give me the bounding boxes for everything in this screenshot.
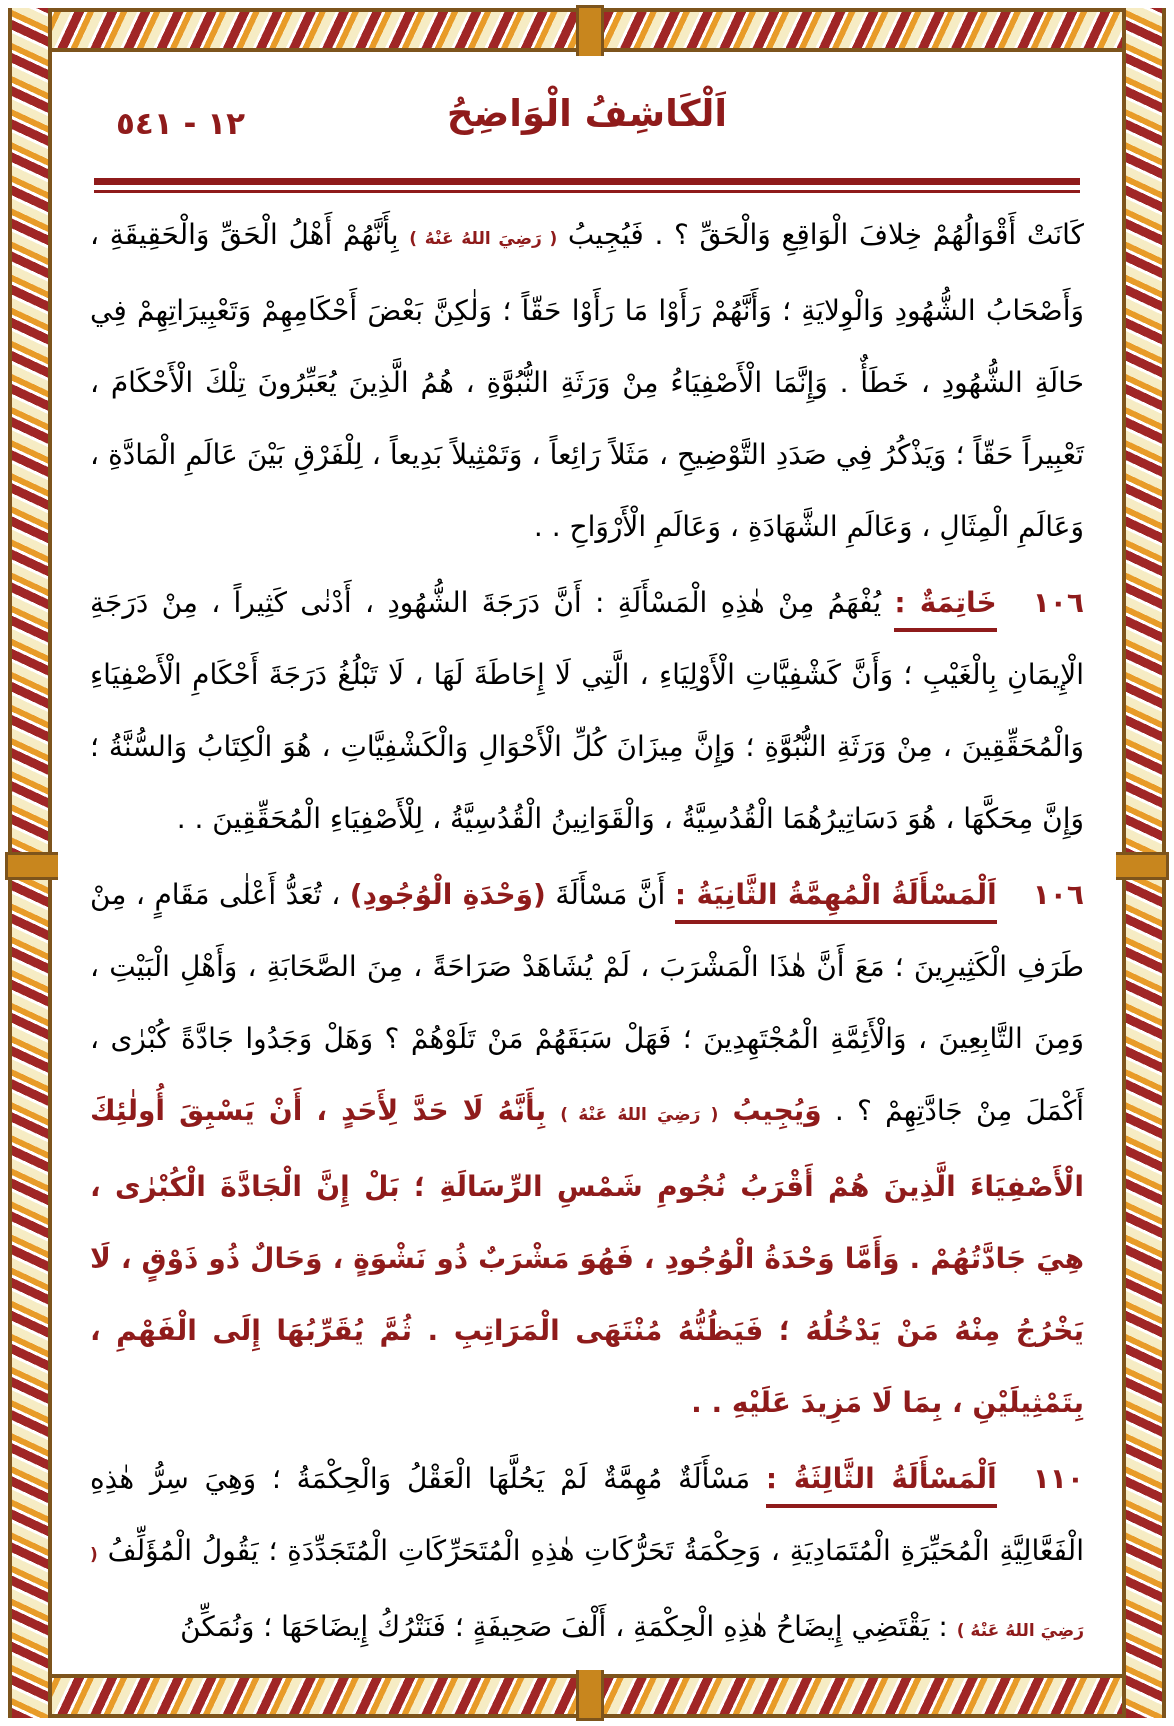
- section-paragraph: [90, 859, 1084, 1439]
- page-number: ١٢ - ٥٤١: [116, 106, 246, 142]
- text-run: أَنَّ مَسْأَلَةَ: [545, 878, 675, 911]
- border-center-marker-left: [5, 852, 61, 880]
- section-heading: خَاتِمَةٌ :: [894, 586, 996, 632]
- book-title: اَلْكَاشِفُ الْوَاضِحُ: [446, 92, 728, 135]
- ornamental-border-right: [1122, 8, 1166, 1718]
- radiallahu-anhu-symbol: ( رَضِيَ اللهُ عَنْهُ ): [409, 229, 558, 249]
- body-text: [90, 199, 1084, 1667]
- text-run: بِأَنَّهُمْ أَهْلُ الْحَقِّ وَالْحَقِيقَةِ ، وَأَصْحَابُ الشُّهُودِ وَالْوِلايَةِ ؛ وَأَنَّهُمْ رَأَوْا مَا رَأَوْا حَقّاً ؛ وَلٰكِنَّ بَعْضَ أَحْكَامِهِمْ وَتَعْبِيرَاتِهِمْ فِي حَالَةِ الشُّهُودِ ، خَطَأٌ . وَإِنَّمَا الْأَصْفِيَاءُ مِنْ وَرَثَةِ النُّبُوَّةِ ، هُمُ الَّذِينَ يُعَبِّرُونَ تِلْكَ الْأَحْكَامَ ، تَعْبِيراً حَقّاً ؛ وَيَذْكُرُ فِي صَدَدِ التَّوْضِيحِ ، مَثَلاً رَائِعاً ، وَتَمْثِيلاً بَدِيعاً ، لِلْفَرْقِ بَيْنَ عَالَمِ الْمَادَّةِ ، وَعَالَمِ الْمِثَالِ ، وَعَالَمِ الشَّهَادَةِ ، وَعَالَمِ الْأَرْوَاحِ . .: [90, 218, 1084, 543]
- text-run: وَيُجِيبُ: [718, 1094, 822, 1127]
- ornamental-border-bottom: [8, 1674, 1166, 1718]
- text-run: (وَحْدَةِ الْوُجُودِ): [349, 878, 546, 911]
- border-center-marker-top: [576, 5, 604, 61]
- text-run: : يَقْتَضِي إِيضَاحُ هٰذِهِ الْحِكْمَةِ ، أَلْفَ صَحِيفَةٍ ؛ فَنَتْرُكُ إِيضَاحَهَا ؛ وَنُمَكِّنُ: [180, 1610, 957, 1643]
- page-header: [90, 78, 1084, 166]
- radiallahu-anhu-symbol: ( رَضِيَ اللهُ عَنْهُ ): [560, 1105, 719, 1125]
- header-divider-rule: [94, 178, 1080, 193]
- section-number: ١١٠: [1032, 1462, 1084, 1495]
- ornamental-border-top: [8, 8, 1166, 52]
- section-heading: اَلْمَسْأَلَةُ الثَّالِثَةُ :: [766, 1462, 997, 1508]
- paragraph: [90, 199, 1084, 563]
- text-run: يُفْهَمُ مِنْ هٰذِهِ الْمَسْأَلَةِ : أَنَّ دَرَجَةَ الشُّهُودِ ، أَدْنٰى كَثِيراً ، مِنْ دَرَجَةِ الْإِيمَانِ بِالْغَيْبِ ؛ وَأَنَّ كَشْفِيَّاتِ الْأَوْلِيَاءِ ، الَّتِي لَا إِحَاطَةَ لَهَا ، لَا تَبْلُغُ دَرَجَةَ أَحْكَامِ الْأَصْفِيَاءِ وَالْمُحَقِّقِينَ ، مِنْ وَرَثَةِ النُّبُوَّةِ ؛ وَإِنَّ مِيزَانَ كُلِّ الْأَحْوَالِ وَالْكَشْفِيَّاتِ ، هُوَ الْكِتَابُ وَالسُّنَّةُ ؛ وَإِنَّ مِحَكَّهَا ، هُوَ دَسَاتِيرُهُمَا الْقُدُسِيَّةُ ، وَالْقَوَانِينُ الْقُدُسِيَّةُ ، لِلْأَصْفِيَاءِ الْمُحَقِّقِينَ . .: [90, 586, 1084, 835]
- border-center-marker-bottom: [576, 1665, 604, 1721]
- section-number: ١٠٦: [1032, 878, 1084, 911]
- ornamental-border-left: [8, 8, 52, 1718]
- page-content: [58, 56, 1116, 1670]
- border-center-marker-right: [1113, 852, 1169, 880]
- section-paragraph: [90, 567, 1084, 855]
- text-run: ، تُعَدُّ أَعْلٰى مَقَامٍ ، مِنْ طَرَفِ الْكَثِيرِينَ ؛ مَعَ أَنَّ هٰذَا الْمَشْرَبَ ، لَمْ يُشَاهَدْ صَرَاحَةً ، مِنَ الصَّحَابَةِ ، وَأَهْلِ الْبَيْتِ ، وَمِنَ التَّابِعِينَ ، وَالْأَئِمَّةِ الْمُجْتَهِدِينَ ؛ فَهَلْ سَبَقَهُمْ مَنْ تَلَوْهُمْ ؟ وَهَلْ وَجَدُوا جَادَّةً كُبْرٰى ، أَكْمَلَ مِنْ جَادَّتِهِمْ ؟ .: [90, 878, 1084, 1127]
- section-number: ١٠٦: [1032, 586, 1084, 619]
- section-paragraph: [90, 1443, 1084, 1667]
- text-run: مَسْأَلَةٌ مُهِمَّةٌ لَمْ يَحُلَّهَا الْعَقْلُ وَالْحِكْمَةُ ؛ وَهِيَ سِرُّ هٰذِهِ الْفَعَّالِيَّةِ الْمُحَيِّرَةِ الْمُتَمَادِيَةِ ، وَحِكْمَةُ تَحَرُّكَاتِ هٰذِهِ الْمُتَحَرِّكَاتِ الْمُتَجَدِّدَةِ ؛ يَقُولُ الْمُؤَلِّفُ: [90, 1462, 1084, 1567]
- radiallahu-anhu-symbol: ( رَضِيَ اللهُ عَنْهُ ): [90, 1545, 1084, 1641]
- section-heading: اَلْمَسْأَلَةُ الْمُهِمَّةُ الثَّانِيَةُ :: [675, 878, 997, 924]
- text-run: بِأَنَّهُ لَا حَدَّ لِأَحَدٍ ، أَنْ يَسْبِقَ أُولٰئِكَ الْأَصْفِيَاءَ الَّذِينَ هُمْ أَقْرَبُ نُجُومِ شَمْسِ الرِّسَالَةِ ؛ بَلْ إِنَّ الْجَادَّةَ الْكُبْرٰى ، هِيَ جَادَّتُهُمْ . وَأَمَّا وَحْدَةُ الْوُجُودِ ، فَهُوَ مَشْرَبٌ ذُو نَشْوَةٍ ، وَحَالٌ ذُو ذَوْقٍ ، لَا يَخْرُجُ مِنْهُ مَنْ يَدْخُلُهُ ؛ فَيَظُنُّهُ مُنْتَهَى الْمَرَاتِبِ . ثُمَّ يُقَرِّبُهَا إِلَى الْفَهْمِ ، بِتَمْثِيلَيْنِ ، بِمَا لَا مَزِيدَ عَلَيْهِ . .: [90, 1094, 1084, 1419]
- text-run: كَانَتْ أَقْوَالُهُمْ خِلافَ الْوَاقِعِ وَالْحَقِّ ؟ . فَيُجِيبُ: [557, 218, 1084, 251]
